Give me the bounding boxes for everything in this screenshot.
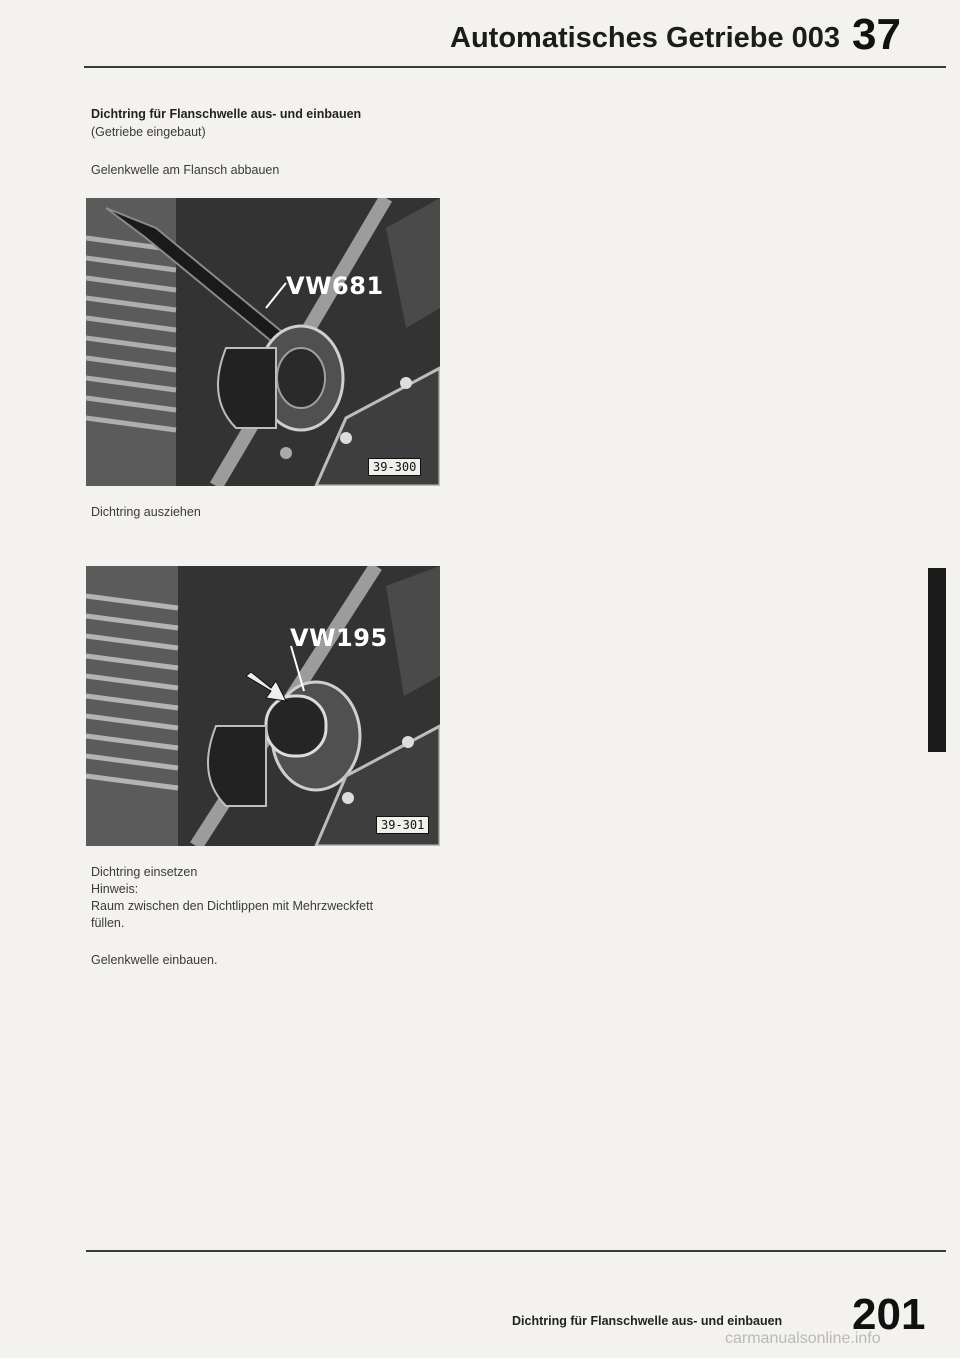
section-heading: Dichtring für Flanschwelle aus- und einbauen — [91, 107, 362, 121]
hint-text-line-2: füllen. — [91, 916, 125, 930]
watermark: carmanualsonline.info — [725, 1330, 881, 1347]
figure-photo-2 — [86, 566, 440, 846]
hint-label: Hinweis: — [91, 882, 139, 896]
engine-photo-illustration — [86, 198, 440, 486]
section-subheading: (Getriebe eingebaut) — [91, 125, 206, 139]
step-install-driveshaft: Gelenkwelle einbauen. — [91, 953, 218, 967]
page-header-title: Automatisches Getriebe 003 — [450, 22, 841, 54]
footer-rule — [86, 1250, 946, 1252]
tool-label: VW681 — [286, 272, 384, 300]
figure-number: 39-300 — [368, 458, 421, 476]
hint-text-line-1: Raum zwischen den Dichtlippen mit Mehrzweckfett — [91, 899, 374, 913]
figure-photo-1 — [86, 198, 440, 486]
thumb-index-tab — [928, 568, 946, 752]
step-pull-seal: Dichtring ausziehen — [91, 505, 201, 519]
tool-label: VW195 — [290, 624, 388, 652]
footer-title: Dichtring für Flanschwelle aus- und einbauen — [512, 1314, 783, 1328]
step-insert-seal: Dichtring einsetzen — [91, 865, 198, 879]
page-number: 201 — [852, 1290, 926, 1339]
engine-photo-illustration — [86, 566, 440, 846]
header-rule — [84, 66, 946, 68]
figure-number: 39-301 — [376, 816, 429, 834]
step-remove-driveshaft: Gelenkwelle am Flansch abbauen — [91, 163, 280, 177]
chapter-number: 37 — [852, 10, 901, 59]
